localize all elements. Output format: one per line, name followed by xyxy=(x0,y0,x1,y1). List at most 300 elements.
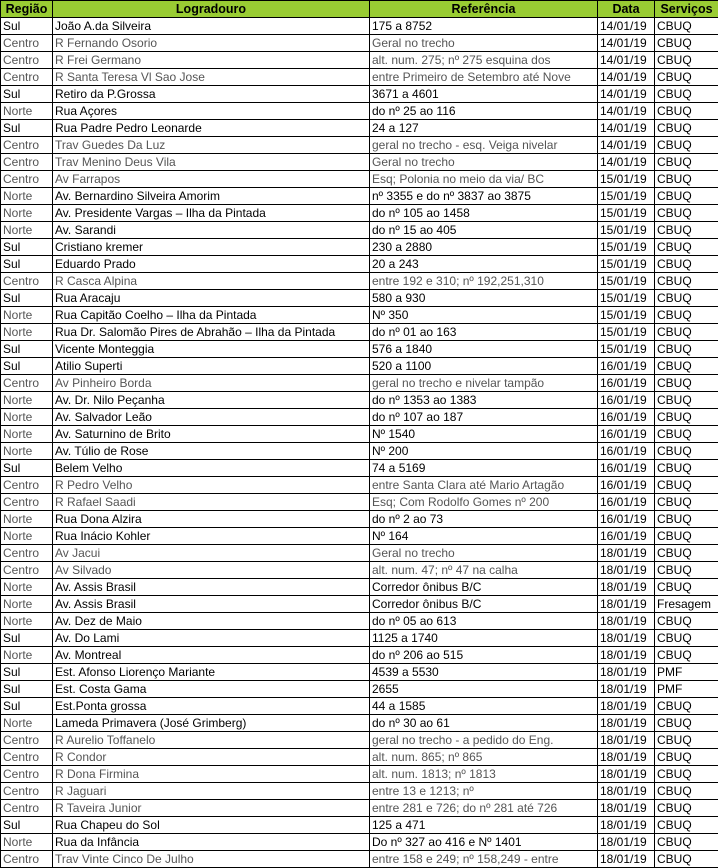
cell-referencia: do nº 30 ao 61 xyxy=(370,715,598,732)
cell-regiao: Norte xyxy=(1,392,53,409)
cell-regiao: Sul xyxy=(1,817,53,834)
header-regiao: Região xyxy=(1,1,53,18)
cell-regiao: Centro xyxy=(1,800,53,817)
table-row xyxy=(1,256,718,273)
cell-logradouro: Av. Assis Brasil xyxy=(53,579,370,596)
cell-regiao: Sul xyxy=(1,256,53,273)
cell-regiao: Centro xyxy=(1,749,53,766)
cell-data: 18/01/19 xyxy=(598,800,655,817)
table-row xyxy=(1,545,718,562)
cell-servicos: CBUQ xyxy=(655,630,718,647)
cell-data: 18/01/19 xyxy=(598,783,655,800)
cell-servicos: CBUQ xyxy=(655,35,718,52)
cell-regiao: Sul xyxy=(1,290,53,307)
cell-logradouro: Rua Capitão Coelho – Ilha da Pintada xyxy=(53,307,370,324)
cell-logradouro: Av. Salvador Leão xyxy=(53,409,370,426)
cell-logradouro: R Santa Teresa Vl Sao Jose xyxy=(53,69,370,86)
cell-referencia: entre 158 e 249; nº 158,249 - entre xyxy=(370,851,598,868)
cell-referencia: 2655 xyxy=(370,681,598,698)
cell-regiao: Norte xyxy=(1,647,53,664)
cell-regiao: Centro xyxy=(1,783,53,800)
header-servicos: Serviços xyxy=(655,1,718,18)
cell-servicos: CBUQ xyxy=(655,69,718,86)
cell-referencia: alt. num. 1813; nº 1813 xyxy=(370,766,598,783)
cell-servicos: CBUQ xyxy=(655,766,718,783)
cell-data: 15/01/19 xyxy=(598,205,655,222)
cell-referencia: Geral no trecho xyxy=(370,154,598,171)
cell-servicos: CBUQ xyxy=(655,154,718,171)
cell-data: 15/01/19 xyxy=(598,239,655,256)
cell-regiao: Norte xyxy=(1,307,53,324)
cell-data: 18/01/19 xyxy=(598,596,655,613)
table-row xyxy=(1,749,718,766)
cell-servicos: CBUQ xyxy=(655,443,718,460)
cell-referencia: Nº 350 xyxy=(370,307,598,324)
cell-data: 18/01/19 xyxy=(598,647,655,664)
cell-logradouro: Retiro da P.Grossa xyxy=(53,86,370,103)
cell-data: 14/01/19 xyxy=(598,69,655,86)
cell-referencia: Geral no trecho xyxy=(370,545,598,562)
table-row xyxy=(1,307,718,324)
cell-data: 14/01/19 xyxy=(598,18,655,35)
cell-servicos: PMF xyxy=(655,664,718,681)
table-row xyxy=(1,477,718,494)
cell-regiao: Centro xyxy=(1,273,53,290)
cell-logradouro: R Condor xyxy=(53,749,370,766)
cell-logradouro: Cristiano kremer xyxy=(53,239,370,256)
cell-servicos: CBUQ xyxy=(655,18,718,35)
cell-logradouro: Vicente Monteggia xyxy=(53,341,370,358)
cell-data: 16/01/19 xyxy=(598,460,655,477)
cell-servicos: CBUQ xyxy=(655,52,718,69)
cell-servicos: CBUQ xyxy=(655,579,718,596)
cell-data: 14/01/19 xyxy=(598,154,655,171)
cell-regiao: Norte xyxy=(1,834,53,851)
cell-servicos: CBUQ xyxy=(655,409,718,426)
table-row xyxy=(1,732,718,749)
cell-data: 16/01/19 xyxy=(598,392,655,409)
cell-logradouro: Rua Dona Alzira xyxy=(53,511,370,528)
cell-regiao: Norte xyxy=(1,715,53,732)
cell-logradouro: Av Jacui xyxy=(53,545,370,562)
cell-servicos: CBUQ xyxy=(655,545,718,562)
cell-servicos: CBUQ xyxy=(655,783,718,800)
cell-data: 15/01/19 xyxy=(598,290,655,307)
cell-data: 15/01/19 xyxy=(598,222,655,239)
cell-servicos: CBUQ xyxy=(655,188,718,205)
table-row xyxy=(1,18,718,35)
table-row xyxy=(1,460,718,477)
cell-referencia: entre 192 e 310; nº 192,251,310 xyxy=(370,273,598,290)
cell-logradouro: Est.Ponta grossa xyxy=(53,698,370,715)
cell-logradouro: R Casca Alpina xyxy=(53,273,370,290)
cell-referencia: 175 a 8752 xyxy=(370,18,598,35)
cell-logradouro: Rua Açores xyxy=(53,103,370,120)
cell-servicos: CBUQ xyxy=(655,307,718,324)
cell-logradouro: Av Farrapos xyxy=(53,171,370,188)
cell-servicos: CBUQ xyxy=(655,647,718,664)
cell-logradouro: Rua Chapeu do Sol xyxy=(53,817,370,834)
header-logradouro: Logradouro xyxy=(53,1,370,18)
table-row xyxy=(1,137,718,154)
cell-referencia: Nº 1540 xyxy=(370,426,598,443)
cell-logradouro: R Dona Firmina xyxy=(53,766,370,783)
cell-referencia: Esq; Com Rodolfo Gomes nº 200 xyxy=(370,494,598,511)
cell-referencia: Geral no trecho xyxy=(370,35,598,52)
cell-regiao: Norte xyxy=(1,613,53,630)
cell-data: 18/01/19 xyxy=(598,851,655,868)
cell-logradouro: R Rafael Saadi xyxy=(53,494,370,511)
cell-logradouro: Rua Inácio Kohler xyxy=(53,528,370,545)
cell-regiao: Sul xyxy=(1,460,53,477)
cell-servicos: CBUQ xyxy=(655,137,718,154)
table-row xyxy=(1,851,718,868)
cell-regiao: Sul xyxy=(1,698,53,715)
cell-regiao: Sul xyxy=(1,120,53,137)
table-row xyxy=(1,409,718,426)
cell-referencia: geral no trecho e nivelar tampão xyxy=(370,375,598,392)
cell-logradouro: Av. Saturnino de Brito xyxy=(53,426,370,443)
table-row xyxy=(1,613,718,630)
cell-referencia: 576 a 1840 xyxy=(370,341,598,358)
cell-logradouro: R Taveira Junior xyxy=(53,800,370,817)
table-row xyxy=(1,154,718,171)
table-row xyxy=(1,596,718,613)
cell-referencia: Esq; Polonia no meio da via/ BC xyxy=(370,171,598,188)
cell-data: 14/01/19 xyxy=(598,52,655,69)
cell-regiao: Centro xyxy=(1,35,53,52)
header-data: Data xyxy=(598,1,655,18)
cell-regiao: Norte xyxy=(1,443,53,460)
cell-regiao: Sul xyxy=(1,630,53,647)
cell-regiao: Centro xyxy=(1,851,53,868)
cell-logradouro: R Fernando Osorio xyxy=(53,35,370,52)
cell-regiao: Norte xyxy=(1,103,53,120)
cell-regiao: Centro xyxy=(1,562,53,579)
cell-data: 15/01/19 xyxy=(598,256,655,273)
cell-logradouro: Av. Do Lami xyxy=(53,630,370,647)
cell-servicos: CBUQ xyxy=(655,290,718,307)
cell-data: 18/01/19 xyxy=(598,817,655,834)
table-row xyxy=(1,579,718,596)
table-row xyxy=(1,817,718,834)
table-row xyxy=(1,800,718,817)
cell-regiao: Centro xyxy=(1,477,53,494)
cell-servicos: CBUQ xyxy=(655,562,718,579)
cell-referencia: alt. num. 47; nº 47 na calha xyxy=(370,562,598,579)
cell-data: 18/01/19 xyxy=(598,664,655,681)
cell-logradouro: Rua Dr. Salomão Pires de Abrahão – Ilha da Pintada xyxy=(53,324,370,341)
cell-logradouro: R Jaguari xyxy=(53,783,370,800)
cell-servicos: CBUQ xyxy=(655,834,718,851)
cell-referencia: 24 a 127 xyxy=(370,120,598,137)
cell-servicos: CBUQ xyxy=(655,698,718,715)
cell-servicos: CBUQ xyxy=(655,341,718,358)
cell-referencia: entre 281 e 726; do nº 281 até 726 xyxy=(370,800,598,817)
cell-regiao: Centro xyxy=(1,732,53,749)
cell-logradouro: R Frei Germano xyxy=(53,52,370,69)
cell-servicos: CBUQ xyxy=(655,222,718,239)
cell-regiao: Sul xyxy=(1,358,53,375)
cell-regiao: Norte xyxy=(1,188,53,205)
table-row xyxy=(1,324,718,341)
cell-referencia: geral no trecho - a pedido do Eng. xyxy=(370,732,598,749)
table-row xyxy=(1,426,718,443)
cell-referencia: do nº 25 ao 116 xyxy=(370,103,598,120)
table-row xyxy=(1,494,718,511)
cell-referencia: alt. num. 865; nº 865 xyxy=(370,749,598,766)
cell-data: 18/01/19 xyxy=(598,766,655,783)
cell-data: 16/01/19 xyxy=(598,494,655,511)
table-row xyxy=(1,103,718,120)
table-body xyxy=(1,18,718,868)
cell-regiao: Norte xyxy=(1,596,53,613)
cell-data: 18/01/19 xyxy=(598,698,655,715)
cell-servicos: CBUQ xyxy=(655,528,718,545)
cell-logradouro: Av. Dr. Nilo Peçanha xyxy=(53,392,370,409)
cell-referencia: 230 a 2880 xyxy=(370,239,598,256)
cell-logradouro: Trav Guedes Da Luz xyxy=(53,137,370,154)
cell-data: 18/01/19 xyxy=(598,630,655,647)
cell-referencia: do nº 107 ao 187 xyxy=(370,409,598,426)
cell-data: 18/01/19 xyxy=(598,579,655,596)
cell-servicos: CBUQ xyxy=(655,817,718,834)
cell-referencia: geral no trecho - esq. Veiga nivelar xyxy=(370,137,598,154)
cell-referencia: 520 a 1100 xyxy=(370,358,598,375)
cell-logradouro: Av Pinheiro Borda xyxy=(53,375,370,392)
cell-servicos: CBUQ xyxy=(655,477,718,494)
cell-data: 18/01/19 xyxy=(598,681,655,698)
cell-servicos: CBUQ xyxy=(655,460,718,477)
cell-servicos: CBUQ xyxy=(655,205,718,222)
cell-referencia: 3671 a 4601 xyxy=(370,86,598,103)
cell-data: 16/01/19 xyxy=(598,511,655,528)
cell-regiao: Centro xyxy=(1,137,53,154)
cell-servicos: Fresagem xyxy=(655,596,718,613)
cell-logradouro: Rua Padre Pedro Leonarde xyxy=(53,120,370,137)
cell-servicos: CBUQ xyxy=(655,375,718,392)
table-row xyxy=(1,205,718,222)
cell-regiao: Centro xyxy=(1,375,53,392)
cell-regiao: Norte xyxy=(1,511,53,528)
table-row xyxy=(1,188,718,205)
cell-data: 15/01/19 xyxy=(598,324,655,341)
cell-data: 16/01/19 xyxy=(598,375,655,392)
header-row xyxy=(1,1,718,18)
cell-data: 18/01/19 xyxy=(598,613,655,630)
cell-data: 14/01/19 xyxy=(598,120,655,137)
cell-regiao: Norte xyxy=(1,528,53,545)
table-row xyxy=(1,783,718,800)
cell-referencia: 20 a 243 xyxy=(370,256,598,273)
cell-servicos: CBUQ xyxy=(655,392,718,409)
cell-referencia: Corredor ônibus B/C xyxy=(370,596,598,613)
table-row xyxy=(1,358,718,375)
cell-referencia: nº 3355 e do nº 3837 ao 3875 xyxy=(370,188,598,205)
cell-logradouro: Belem Velho xyxy=(53,460,370,477)
cell-referencia: do nº 1353 ao 1383 xyxy=(370,392,598,409)
cell-logradouro: R Pedro Velho xyxy=(53,477,370,494)
cell-servicos: CBUQ xyxy=(655,511,718,528)
cell-data: 15/01/19 xyxy=(598,171,655,188)
cell-data: 14/01/19 xyxy=(598,86,655,103)
cell-logradouro: Av. Dez de Maio xyxy=(53,613,370,630)
cell-regiao: Centro xyxy=(1,154,53,171)
cell-logradouro: Eduardo Prado xyxy=(53,256,370,273)
table-row xyxy=(1,222,718,239)
cell-referencia: do nº 15 ao 405 xyxy=(370,222,598,239)
cell-data: 15/01/19 xyxy=(598,341,655,358)
table-row xyxy=(1,562,718,579)
cell-servicos: CBUQ xyxy=(655,273,718,290)
cell-data: 14/01/19 xyxy=(598,137,655,154)
cell-logradouro: Rua da Infância xyxy=(53,834,370,851)
cell-data: 16/01/19 xyxy=(598,443,655,460)
cell-regiao: Norte xyxy=(1,409,53,426)
cell-regiao: Centro xyxy=(1,171,53,188)
cell-regiao: Sul xyxy=(1,239,53,256)
cell-data: 15/01/19 xyxy=(598,188,655,205)
cell-regiao: Centro xyxy=(1,52,53,69)
cell-regiao: Centro xyxy=(1,494,53,511)
cell-regiao: Sul xyxy=(1,681,53,698)
cell-referencia: alt. num. 275; nº 275 esquina dos xyxy=(370,52,598,69)
cell-referencia: entre Primeiro de Setembro até Nove xyxy=(370,69,598,86)
table-row xyxy=(1,273,718,290)
cell-referencia: do nº 206 ao 515 xyxy=(370,647,598,664)
header-referencia: Referência xyxy=(370,1,598,18)
table-row xyxy=(1,171,718,188)
cell-regiao: Sul xyxy=(1,664,53,681)
cell-servicos: CBUQ xyxy=(655,851,718,868)
cell-referencia: do nº 105 ao 1458 xyxy=(370,205,598,222)
cell-logradouro: Trav Menino Deus Vila xyxy=(53,154,370,171)
table-row xyxy=(1,766,718,783)
cell-data: 16/01/19 xyxy=(598,528,655,545)
cell-servicos: CBUQ xyxy=(655,613,718,630)
cell-servicos: CBUQ xyxy=(655,324,718,341)
table-row xyxy=(1,630,718,647)
table-row xyxy=(1,290,718,307)
cell-logradouro: Est. Afonso Liorenço Mariante xyxy=(53,664,370,681)
cell-referencia: 125 a 471 xyxy=(370,817,598,834)
cell-referencia: 1125 a 1740 xyxy=(370,630,598,647)
cell-referencia: 580 a 930 xyxy=(370,290,598,307)
cell-data: 18/01/19 xyxy=(598,834,655,851)
cell-referencia: 44 a 1585 xyxy=(370,698,598,715)
cell-regiao: Centro xyxy=(1,766,53,783)
cell-servicos: CBUQ xyxy=(655,86,718,103)
cell-referencia: 4539 a 5530 xyxy=(370,664,598,681)
cell-logradouro: Av. Presidente Vargas – Ilha da Pintada xyxy=(53,205,370,222)
cell-referencia: Nº 164 xyxy=(370,528,598,545)
cell-logradouro: Av. Assis Brasil xyxy=(53,596,370,613)
cell-logradouro: Av. Túlio de Rose xyxy=(53,443,370,460)
table-row xyxy=(1,375,718,392)
cell-data: 18/01/19 xyxy=(598,715,655,732)
table-row xyxy=(1,664,718,681)
cell-regiao: Centro xyxy=(1,545,53,562)
cell-data: 16/01/19 xyxy=(598,426,655,443)
table-row xyxy=(1,698,718,715)
cell-data: 16/01/19 xyxy=(598,358,655,375)
cell-regiao: Norte xyxy=(1,324,53,341)
cell-servicos: CBUQ xyxy=(655,120,718,137)
cell-logradouro: Lameda Primavera (José Grimberg) xyxy=(53,715,370,732)
cell-servicos: CBUQ xyxy=(655,256,718,273)
cell-data: 15/01/19 xyxy=(598,307,655,324)
cell-regiao: Norte xyxy=(1,205,53,222)
cell-data: 14/01/19 xyxy=(598,35,655,52)
cell-servicos: CBUQ xyxy=(655,800,718,817)
table-row xyxy=(1,239,718,256)
table-row xyxy=(1,511,718,528)
cell-data: 18/01/19 xyxy=(598,545,655,562)
table-row xyxy=(1,86,718,103)
cell-servicos: CBUQ xyxy=(655,426,718,443)
cell-servicos: CBUQ xyxy=(655,239,718,256)
cell-data: 14/01/19 xyxy=(598,103,655,120)
cell-logradouro: Av Silvado xyxy=(53,562,370,579)
cell-servicos: CBUQ xyxy=(655,732,718,749)
table-row xyxy=(1,528,718,545)
cell-data: 15/01/19 xyxy=(598,273,655,290)
table-row xyxy=(1,681,718,698)
cell-data: 18/01/19 xyxy=(598,749,655,766)
table-row xyxy=(1,35,718,52)
table-row xyxy=(1,834,718,851)
cell-regiao: Norte xyxy=(1,426,53,443)
cell-referencia: entre Santa Clara até Mario Artagão xyxy=(370,477,598,494)
cell-regiao: Sul xyxy=(1,86,53,103)
table-row xyxy=(1,341,718,358)
cell-regiao: Norte xyxy=(1,222,53,239)
cell-servicos: CBUQ xyxy=(655,494,718,511)
cell-regiao: Sul xyxy=(1,18,53,35)
cell-data: 16/01/19 xyxy=(598,409,655,426)
cell-servicos: PMF xyxy=(655,681,718,698)
cell-referencia: do nº 01 ao 163 xyxy=(370,324,598,341)
cell-servicos: CBUQ xyxy=(655,103,718,120)
table-row xyxy=(1,647,718,664)
cell-servicos: CBUQ xyxy=(655,749,718,766)
cell-referencia: entre 13 e 1213; nº xyxy=(370,783,598,800)
cell-logradouro: Av. Bernardino Silveira Amorim xyxy=(53,188,370,205)
cell-servicos: CBUQ xyxy=(655,358,718,375)
cell-referencia: do nº 05 ao 613 xyxy=(370,613,598,630)
cell-logradouro: Rua Aracaju xyxy=(53,290,370,307)
cell-regiao: Centro xyxy=(1,69,53,86)
cell-logradouro: Est. Costa Gama xyxy=(53,681,370,698)
table-row xyxy=(1,69,718,86)
cell-referencia: Corredor ônibus B/C xyxy=(370,579,598,596)
cell-logradouro: Av. Sarandi xyxy=(53,222,370,239)
cell-referencia: do nº 2 ao 73 xyxy=(370,511,598,528)
table-row xyxy=(1,120,718,137)
cell-regiao: Sul xyxy=(1,341,53,358)
cell-logradouro: R Aurelio Toffanelo xyxy=(53,732,370,749)
cell-referencia: Nº 200 xyxy=(370,443,598,460)
table-row xyxy=(1,392,718,409)
cell-regiao: Norte xyxy=(1,579,53,596)
cell-data: 18/01/19 xyxy=(598,732,655,749)
cell-logradouro: Av. Montreal xyxy=(53,647,370,664)
cell-data: 16/01/19 xyxy=(598,477,655,494)
table-row xyxy=(1,52,718,69)
cell-logradouro: João A.da Silveira xyxy=(53,18,370,35)
cell-referencia: Do nº 327 ao 416 e Nº 1401 xyxy=(370,834,598,851)
cell-logradouro: Trav Vinte Cinco De Julho xyxy=(53,851,370,868)
